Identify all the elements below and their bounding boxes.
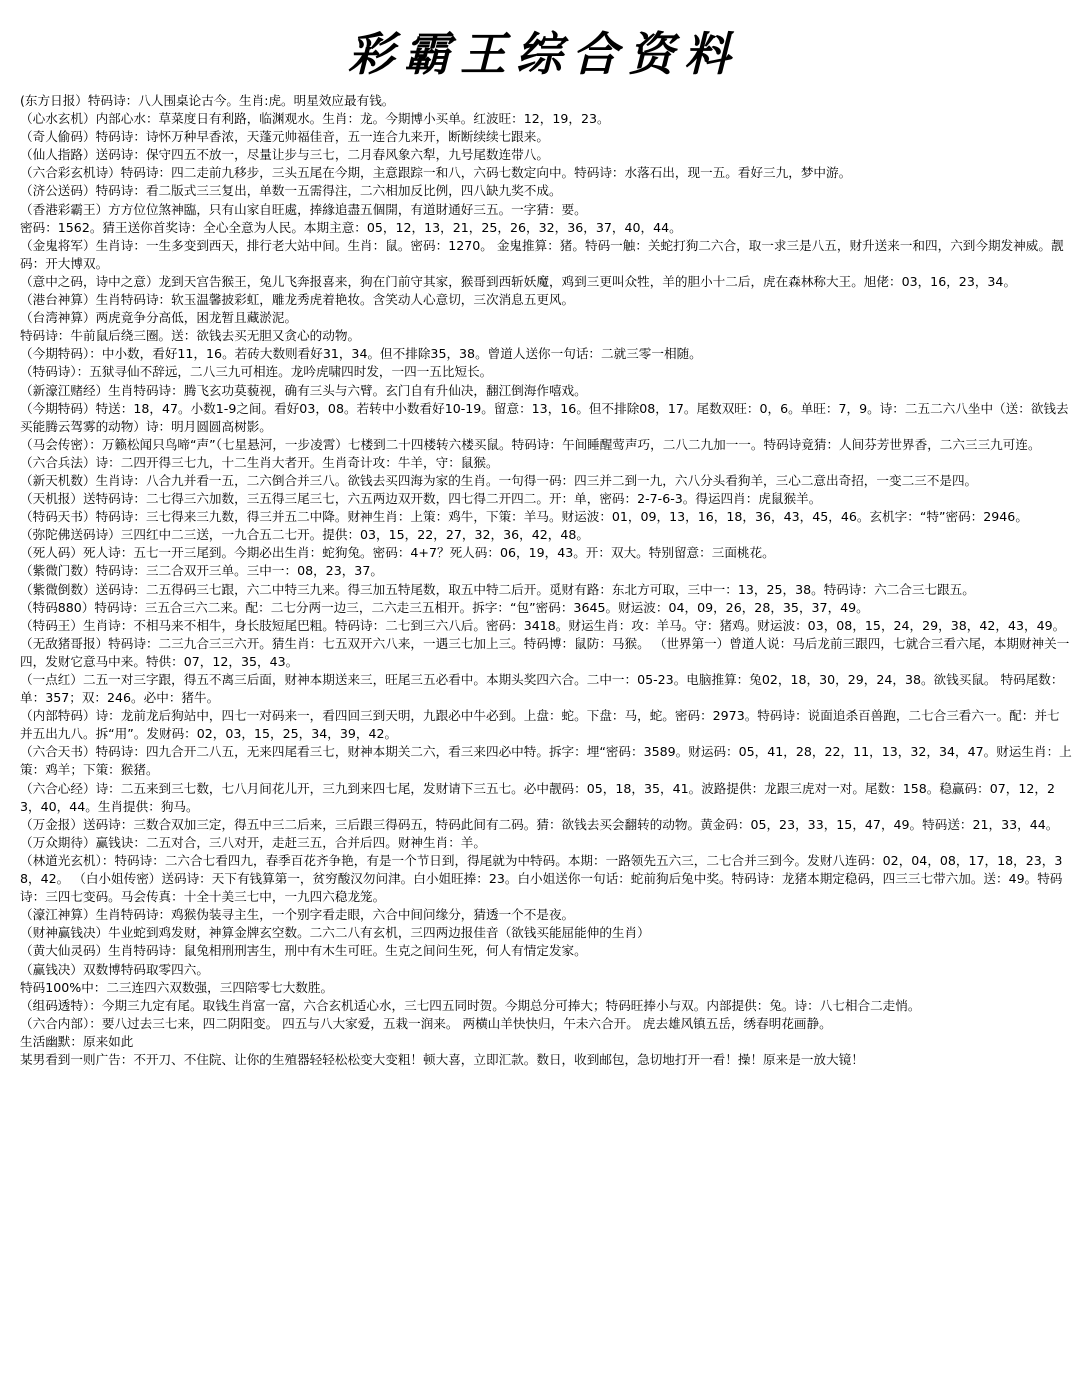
paragraph: （万金报）送码诗：三数合双加三定，得五中三二后来，三后跟三得码五，特码此间有二码。猜：欲钱去买会翻转的动物。黄金码：05，23，33，15，47，49。特码送：21，33，44。: [20, 816, 1059, 832]
paragraph: （马会传密）：万籁松闻只鸟啼“声”（七星悬河，一步凌霄）七楼到二十四楼转六楼买鼠。特码诗：午间睡醒莺声巧，二八二九加一一。特码诗竟猜：人间芬芳世界香，二六三三九可连。: [20, 436, 1041, 452]
paragraph: （港台神算）生肖特码诗：软玉温馨披彩虹，雕龙秀虎着艳妆。含笑动人心意切，三次消息五更风。: [20, 292, 575, 308]
paragraph: （新濠江赌经）生肖特码诗：腾飞玄功莫藐视，确有三头与六臂。玄门自有升仙决，翻江倒海作嘻戏。: [20, 382, 587, 398]
paragraph: （六合彩玄机诗）特码诗：四二走前九移步，三头五尾在今期，主意跟踪一和八，六码七数定向中。特码诗：水落石出，现一五。看好三九，梦中游。: [20, 165, 852, 181]
paragraph: （无敌猪哥报）特码诗：二三九合三三六开。猜生肖：七五双开六八来，一遇三七加上三。特码博：鼠防：马猴。 （世界第一）曾道人说：马后龙前三跟四，七就合三看六尾，本期财神关一四，发财它意马中来。特供：07，12，35，43。: [20, 635, 1070, 669]
paragraph: （赢钱决）双数博特码取零四六。: [20, 961, 209, 977]
paragraph: （六合内部）：要八过去三七来，四二阴阳变。 四五与八大家爱，五栽一润来。 两横山羊快快归，午未六合开。 虎去雄风镇五岳，绣春明花画静。: [20, 1015, 832, 1031]
paragraph: （香港彩霸王）方方位位煞神臨，只有山家自旺處，捧緣追盡五個開，有道財通好三五。一字猜：要。: [20, 201, 587, 217]
paragraph: (东方日报）特码诗：八人围桌论古今。生肖:虎。明星效应最有钱。: [20, 93, 395, 108]
paragraph: （台湾神算）两虎竟争分高低，困龙暂且藏淤泥。: [20, 310, 298, 326]
paragraph: 某男看到一则广告：不开刀、不住院、让你的生殖器轻轻松松变大变粗！顿大喜，立即汇款。数日，收到邮包，急切地打开一看！操！原来是一放大镜！: [20, 1051, 864, 1067]
paragraph: （六合兵法）诗：二四开得三七九，十二生肖大者开。生肖奇计攻：牛羊，守：鼠猴。: [20, 454, 499, 470]
paragraph: 特码诗：牛前鼠后绕三圈。送：欲钱去买无胆又贪心的动物。: [20, 328, 361, 344]
paragraph: （奇人偷码）特码诗：诗怀万种早香浓，天蓬元帅福佳音，五一连合九来开，断断续续七跟来。: [20, 129, 549, 145]
paragraph: （天机报）送特码诗：二七得三六加数，三五得三尾三七，六五两边双开数，四七得二开四二。开：单，密码：2-7-6-3。得运四肖：虎鼠猴羊。: [20, 491, 822, 507]
paragraph: （弥陀佛送码诗）三四红中二三送，一九合五二七开。提供：03，15，22，27，32，36，42，48。: [20, 527, 589, 543]
paragraph: （组码透特）：今期三九定有尾。取钱生肖富一富，六合玄机适心水，三七四五同时贺。今期总分可捧大；特码旺捧小与双。内部提供：兔。诗：八七相合二走悄。: [20, 997, 921, 1013]
paragraph: （一点红）二五一对三字跟，得五不离三后面，财神本期送来三，旺尾三五必看中。本期头奖四六合。二中一：05-23。电脑推算：兔02，18，30，29，24，38。欲钱买鼠。 特码尾数：单：357；双：246。必中：猪牛。: [20, 672, 1064, 706]
paragraph: 密码：1562。猜王送你首奖诗：全心全意为人民。本期主意：05，12，13，21，25，26，32，36，37，40，44。: [20, 219, 682, 235]
paragraph: （六合天书）特码诗：四九合开二八五，无来四尾看三七，财神本期关二六，看三来四必中特。拆字：埋“密码：3589。财运码：05，41，28，22，11，13，32，34，47。财运生肖：上策：鸡羊；下策：猴猪。: [20, 744, 1072, 778]
paragraph: 特码100%中：二三连四六双数强，三四陪零七大数胜。: [20, 979, 334, 995]
paragraph: （濠江神算）生肖特码诗：鸡猴伪装寻主生，一个别字看走眼，六合中间问缘分，猜透一个不是夜。: [20, 907, 575, 923]
paragraph: （新天机数）生肖诗：八合九并看一五，二六倒合并三八。欲钱去买四海为家的生肖。一句得一码：四三并二到一九，六八分头看狗羊，三心二意出奇招，一变二三不是四。: [20, 472, 978, 488]
paragraph: （内部特码）诗：龙前龙后狗站中，四七一对码来一，看四回三到天明，九跟必中牛必到。上盘：蛇。下盘：马，蛇。密码：2973。特码诗：说面追杀百兽跑，二七合三看六一。配：并七并五出九八。拆“用”。发财码：02，03，15，25，34，39，42。: [20, 708, 1060, 742]
paragraph: （死人码）死人诗：五七一开三尾到。今期必出生肖：蛇狗兔。密码：4+7？死人码：06，19，43。开：双大。特别留意：三面桃花。: [20, 545, 775, 561]
page-title: 彩霸王综合资料: [348, 27, 740, 81]
paragraph: （意中之码，诗中之意）龙到天宫告猴王，兔儿飞奔报喜来，狗在门前守其家，猴哥到西斩妖魔，鸡到三更叫众牲，羊的胆小十二后，虎在森林称大王。旭佬：03，16，23，34。: [20, 273, 1017, 289]
paragraph: （特码诗）：五狱寻仙不辞远，二八三九可相连。龙吟虎啸四时发，一四一五比短长。: [20, 364, 493, 380]
paragraph: （今期特码）：中小数，看好11，16。若砖大数则看好31，34。但不排除35，38。曾道人送你一句话：二就三零一相随。: [20, 346, 702, 362]
paragraph: （财神赢钱决）牛业蛇到鸡发财，神算金牌玄空数。二六二八有玄机，三四两边报佳音（欲钱买能屈能伸的生肖）: [20, 925, 650, 941]
paragraph: （林道光玄机）：特码诗：二六合七看四九，春季百花齐争艳，有是一个节日到，得尾就为中特码。本期：一路领先五六三，二七合并三到今。发财八连码：02，04，08，17，18，23，38，42。 （白小姐传密）送码诗：天下有钱算第一，贫穷酸汉勿问津。白小姐旺捧：23。白小姐送你一句话：蛇前狗后兔中奖。特码诗：龙猪本期定稳码，四三三七带六加。送：49。特码诗：三四七变码。马会传真：十全十美三七中，一九四六稳龙笼。: [20, 852, 1063, 905]
paragraph: （特码880）特码诗：三五合三六二来。配：二七分两一边三，二六走三五相开。拆字：“包”密码：3645。财运波：04，09，26，28，35，37，49。: [20, 599, 869, 615]
paragraph: （紫微倒数）送码诗：二五得码三七跟，六二中特三九来。得三加五特尾数，取五中特二后开。觅财有路：东北方可取，三中一：13，25，38。特码诗：六二合三七跟五。: [20, 581, 975, 597]
paragraph: （金鬼将军）生肖诗：一生多变到西天，排行老大站中间。生肖：鼠。密码：1270。 金鬼推算：猪。特码一触：关蛇打狗二六合，取一求三是八五，财升送来一和四，六到今期发神威。靓码：开大博双。: [20, 237, 1064, 271]
paragraph: （六合心经）诗：二五来到三七数，七八月间花儿开，三九到来四七尾，发财请下三五七。必中靓码：05，18，35，41。波路提供：龙跟三虎对一对。尾数：158。稳赢码：07，12，23，40，44。生肖提供：狗马。: [20, 780, 1055, 814]
paragraph: （紫微门数）特码诗：三二合双开三单。三中一：08，23，37。: [20, 563, 383, 579]
document-body: [20, 92, 1072, 1069]
paragraph: （心水玄机）内部心水：草菜度日有利路，临渊观水。生肖：龙。今期博小买单。红波旺：12，19，23。: [20, 111, 610, 127]
paragraph: （仙人指路）送码诗：保守四五不放一，尽量让步与三七，二月春风象六犁，九号尾数连带八。: [20, 147, 549, 163]
paragraph: （济公送码）特码诗：看二版式三三复出，单数一五需得注，二六相加反比例，四八缺九奖不成。: [20, 183, 562, 199]
paragraph: （今期特码）特送：18，47。小数1-9之间。看好03，08。若转中小数看好10-19。留意：13，16。但不排除08，17。尾数双旺：0，6。单旺：7，9。诗：二五二六八坐中（送：欲钱去买能腾云驾雾的动物）诗：明月圆圆高树影。: [20, 400, 1069, 434]
paragraph: （万众期待）赢钱诀：二五对合，三八对开，走赶三五，合并后四。财神生肖：羊。: [20, 834, 486, 850]
paragraph: （特码王）生肖诗：不相马来不相牛，身长肢短尾巴粗。特码诗：二七到三六八后。密码：3418。财运生肖：攻：羊马。守：猪鸡。财运波：03，08，15，24，29，38，42，43，49。: [20, 617, 1066, 633]
paragraph: 生活幽默：原来如此: [20, 1033, 134, 1049]
paragraph: （特码天书）特码诗：三七得来三九数，得三并五二中降。财神生肖：上策：鸡牛，下策：羊马。财运波：01，09，13，16，18，36，43，45，46。玄机字：“特”密码：2946。: [20, 509, 1028, 525]
paragraph: （黄大仙灵码）生肖特码诗：鼠兔相刑刑害生，刑中有木生可旺。生克之间问生死，何人有情定发家。: [20, 943, 587, 959]
